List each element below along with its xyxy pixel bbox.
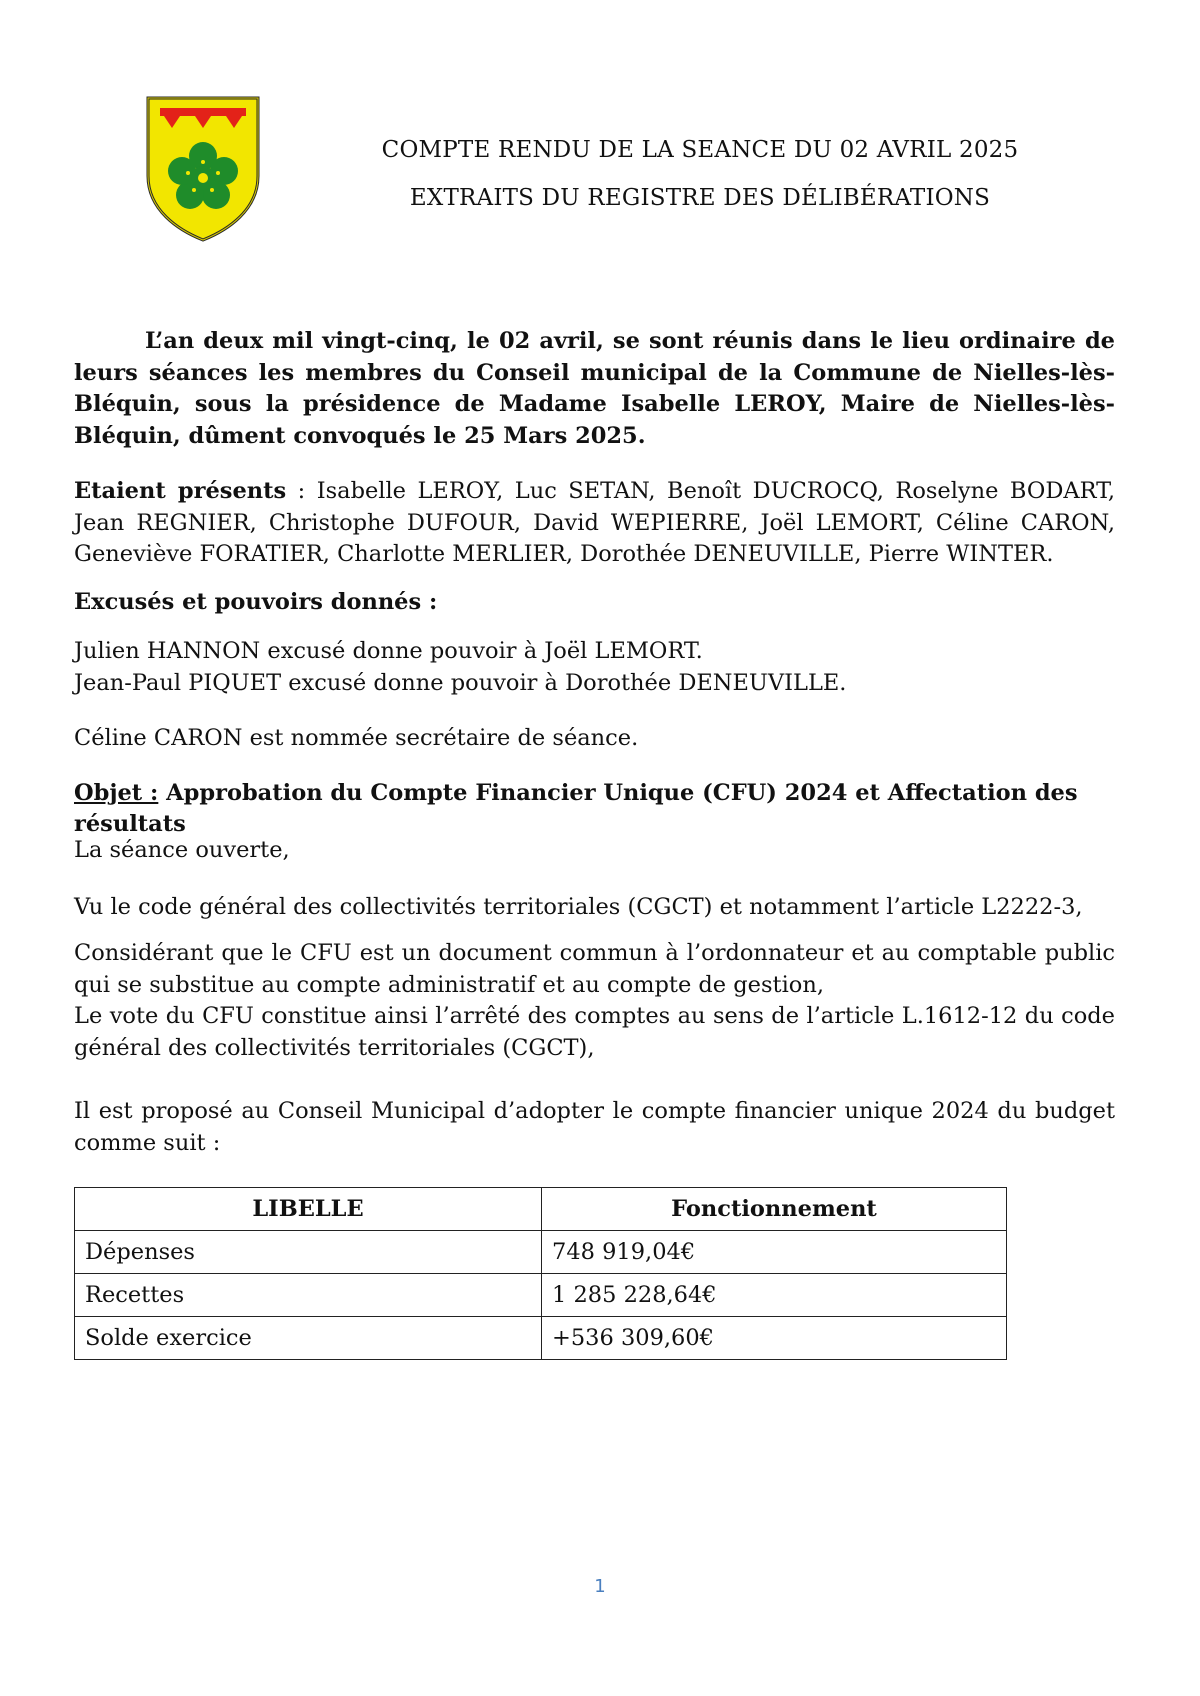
proposal-paragraph: Il est proposé au Conseil Municipal d’adopter le compte financier unique 2024 du budget comme suit : (74, 1098, 1115, 1156)
excuse-item: Julien HANNON excusé donne pouvoir à Joël LEMORT. (74, 638, 703, 664)
legal-basis-line: Vu le code général des collectivités territoriales (CGCT) et notamment l’article L2222-3, (74, 894, 1083, 920)
excuses-list (74, 636, 1115, 699)
table-row (75, 1274, 1007, 1317)
document-subtitle: EXTRAITS DU REGISTRE DES DÉLIBÉRATIONS (409, 185, 991, 211)
attendees-list: : Isabelle LEROY, Luc SETAN, Benoît DUCROCQ, Roselyne BODART, Jean REGNIER, Christophe DUFOUR, David WEPIERRE, Joël LEMORT, Céline CARON, Geneviève FORATIER, Charlotte MERLIER, Dorothée DENEUVILLE, Pierre WINTER. (74, 478, 1116, 567)
table-cell-value: +536 309,60€ (542, 1317, 1007, 1360)
page-number: 1 (594, 1576, 606, 1597)
table-cell-value: 1 285 228,64€ (542, 1274, 1007, 1317)
table-cell-label: Recettes (75, 1274, 542, 1317)
subject-text: Approbation du Compte Financier Unique (CFU) 2024 et Affectation des résultats (74, 780, 1078, 837)
table-cell-label: Solde exercice (75, 1317, 542, 1360)
document-title: COMPTE RENDU DE LA SEANCE DU 02 AVRIL 2025 (381, 137, 1019, 163)
subject-label: Objet : (74, 780, 159, 806)
intro-paragraph: L’an deux mil vingt-cinq, le 02 avril, se sont réunis dans le lieu ordinaire de leurs séances les membres du Conseil municipal de la Commune de Nielles-lès-Bléquin, sous la présidence de Madame Isabelle LEROY, Maire de Nielles-lès-Bléquin, dûment convoqués le 25 Mars 2025. (74, 328, 1115, 449)
subject-line (74, 778, 1115, 840)
table-header-fonctionnement: Fonctionnement (542, 1188, 1007, 1231)
excuse-item: Jean-Paul PIQUET excusé donne pouvoir à Dorothée DENEUVILLE. (74, 669, 847, 696)
considerations-paragraph (74, 938, 1115, 1064)
considerant-text: Considérant que le CFU est un document commun à l’ordonnateur et au comptable public qui se substitue au compte administratif et au compte de gestion, (74, 940, 1115, 998)
table-cell-label: Dépenses (75, 1231, 542, 1274)
table-row (75, 1231, 1007, 1274)
table-cell-value: 748 919,04€ (542, 1231, 1007, 1274)
table-header-libelle: LIBELLE (75, 1188, 542, 1231)
table-header-row (75, 1188, 1007, 1231)
attendees-label: Etaient présents (74, 478, 287, 504)
excuses-heading: Excusés et pouvoirs donnés : (74, 589, 438, 615)
secretary-line: Céline CARON est nommée secrétaire de séance. (74, 725, 639, 751)
session-opened-line: La séance ouverte, (74, 837, 290, 863)
attendees-paragraph (74, 476, 1115, 571)
municipal-crest-logo (144, 94, 262, 242)
financial-results-table (74, 1187, 1007, 1360)
table-row (75, 1317, 1007, 1360)
vote-text: Le vote du CFU constitue ainsi l’arrêté des comptes au sens de l’article L.1612-12 du code général des collectivités territoriales (CGCT), (74, 1003, 1115, 1061)
